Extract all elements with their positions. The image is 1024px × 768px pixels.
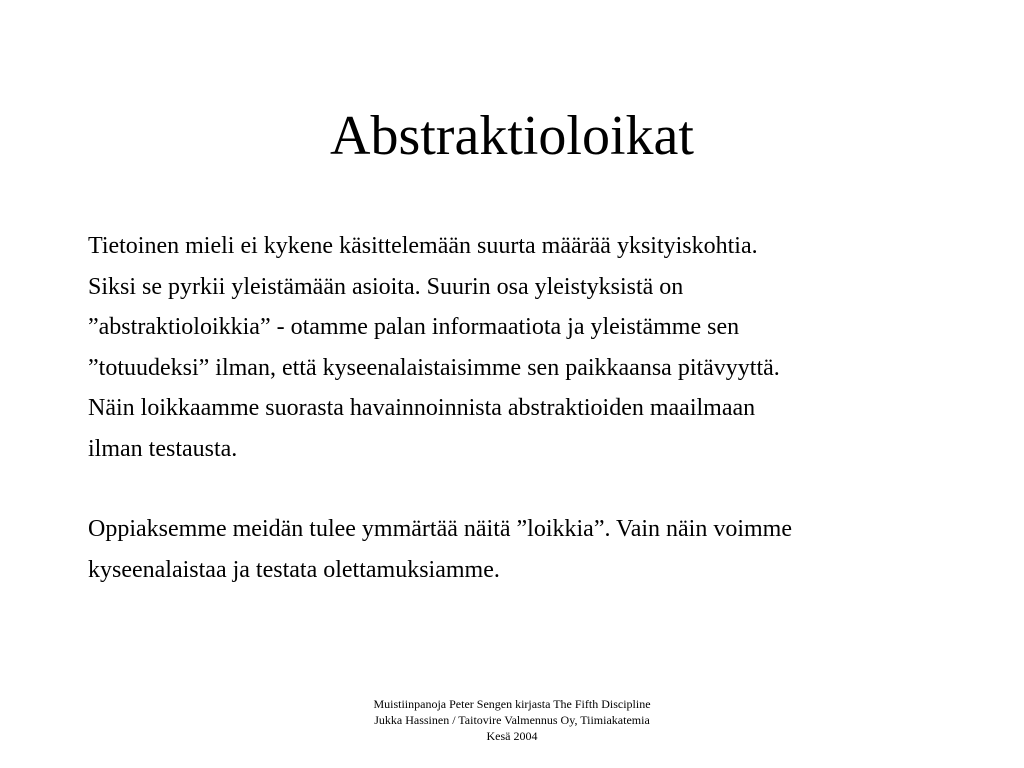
slide-title: Abstraktioloikat bbox=[330, 105, 694, 167]
slide-footer bbox=[0, 696, 1024, 744]
footer-date-line: Kesä 2004 bbox=[486, 729, 538, 743]
slide-body bbox=[88, 226, 968, 590]
body-paragraph-2: Oppiaksemme meidän tulee ymmärtää näitä ”loikkia”. Vain näin voimme kyseenalaistaa ja testata olettamuksiamme. bbox=[88, 516, 793, 583]
footer-author-line: Jukka Hassinen / Taitovire Valmennus Oy, Tiimiakatemia bbox=[374, 713, 650, 727]
body-paragraph-1: Tietoinen mieli ei kykene käsittelemään suurta määrää yksityiskohtia. Siksi se pyrkii yleistämään asioita. Suurin osa yleistyksistä on ”abstraktioloikkia” - otamme palan informaatiota ja yleistämme sen ”totuudeksi” ilman, että kyseenalaistaisimme sen paikkaansa pitävyyttä. Näin loikkaamme suorasta havainnoinnista abstraktioiden maailmaan ilman testausta. bbox=[88, 233, 780, 462]
footer-source-line: Muistiinpanoja Peter Sengen kirjasta The Fifth Discipline bbox=[373, 697, 651, 711]
